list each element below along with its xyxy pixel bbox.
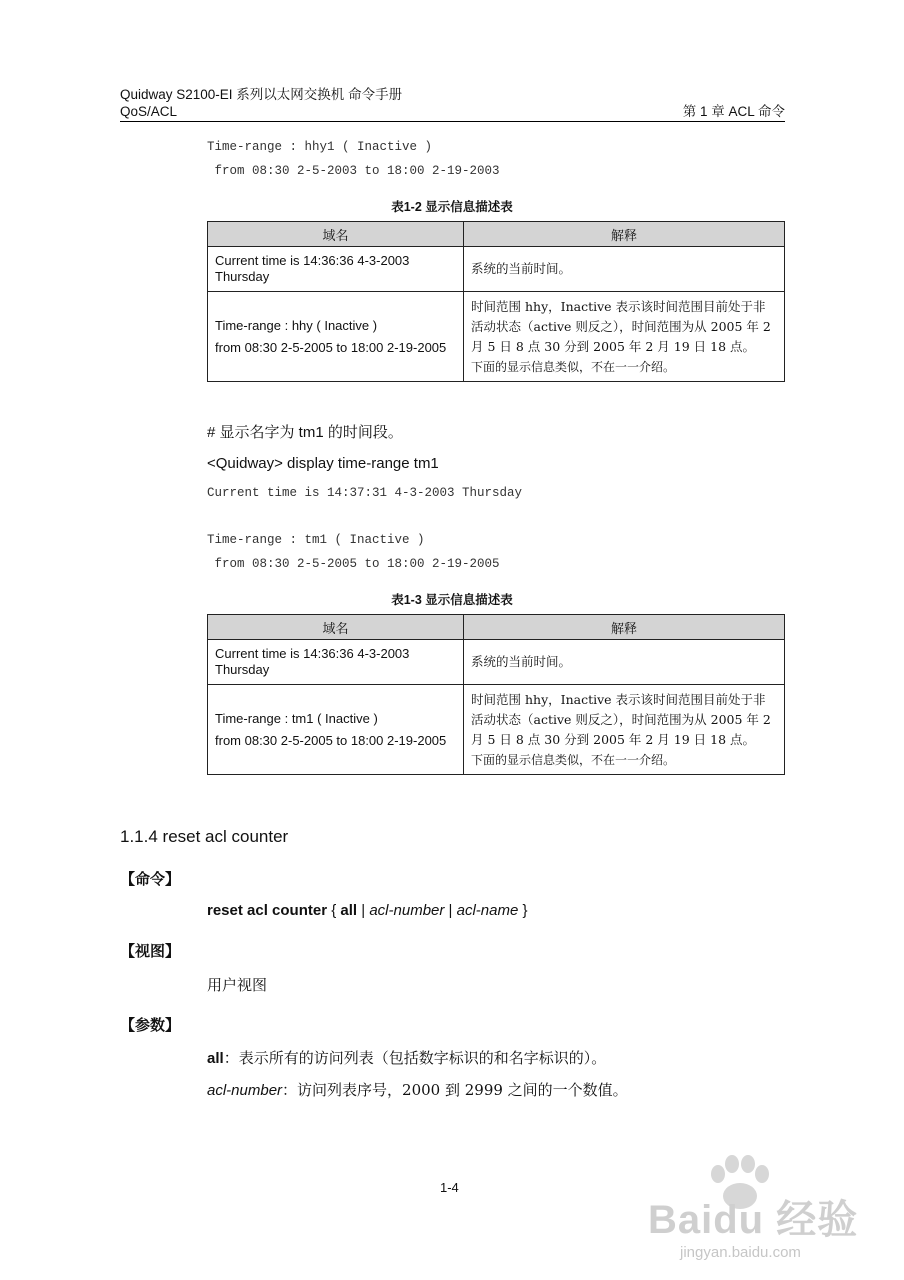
info-table-1-3 <box>207 614 785 775</box>
syntax-sep: | <box>357 902 370 919</box>
info-table-1-2 <box>207 221 785 382</box>
param-label: 【参数】 <box>120 1017 181 1034</box>
command-label: 【命令】 <box>120 871 181 888</box>
chapter-title: 第 1 章 ACL 命令 <box>682 104 785 119</box>
desc-note: 下面的显示信息类似，不在一一介绍。 <box>471 752 676 767</box>
doc-title: Quidway S2100-EI 系列以太网交换机 命令手册 <box>120 87 403 102</box>
table-header-row <box>208 615 785 640</box>
desc-text: 时间范围 hhy，Inactive 表示该时间范围目前处于非活动状态（active 则反之），时间范围为从 2005 年 2 月 5 日 8 点 30 分到 2005 年 2 月 19 日 18 点。 <box>471 691 771 747</box>
desc-cell: 系统的当前时间。 <box>464 640 785 685</box>
view-label: 【视图】 <box>120 943 181 960</box>
desc-note: 下面的显示信息类似，不在一一介绍。 <box>471 359 676 374</box>
syntax-acl-name: acl-name <box>456 902 519 919</box>
param-acl-number <box>207 1079 628 1100</box>
table-row <box>208 292 785 382</box>
watermark <box>640 1152 890 1272</box>
table-row <box>208 640 785 685</box>
syntax-all: all <box>340 902 358 919</box>
view-value: 用户视图 <box>207 976 268 994</box>
watermark-url: jingyan.baidu.com <box>680 1244 801 1261</box>
code-line: from 08:30 2-5-2005 to 18:00 2-19-2005 <box>207 557 500 571</box>
page-number: 1-4 <box>440 1180 459 1195</box>
table-caption: 表1-3 显示信息描述表 <box>391 593 513 607</box>
field-cell: Current time is 14:36:36 4-3-2003 Thursday <box>208 247 464 292</box>
code-line: Time-range : hhy1 ( Inactive ) <box>207 140 433 154</box>
field-line: from 08:30 2-5-2005 to 18:00 2-19-2005 <box>215 339 447 355</box>
syntax-brace: { <box>327 902 341 919</box>
col-header-field: 域名 <box>208 222 464 247</box>
command-keyword: reset acl counter <box>207 902 328 919</box>
param-name: all <box>207 1050 224 1067</box>
desc-text: 时间范围 hhy，Inactive 表示该时间范围目前处于非活动状态（active 则反之），时间范围为从 2005 年 2 月 5 日 8 点 30 分到 2005 年 2 月 19 日 18 点。 <box>471 298 771 354</box>
example-comment: # 显示名字为 tm1 的时间段。 <box>207 424 403 441</box>
command-syntax <box>207 902 528 919</box>
table-row <box>208 685 785 775</box>
header-rule <box>120 121 785 122</box>
field-line: Time-range : tm1 ( Inactive ) <box>215 710 378 726</box>
param-desc: ：表示所有的访问列表（包括数字标识的和名字标识的）。 <box>223 1049 607 1067</box>
example-command: <Quidway> display time-range tm1 <box>207 455 439 472</box>
param-name: acl-number <box>207 1082 283 1099</box>
syntax-acl-number: acl-number <box>369 902 445 919</box>
code-line: Time-range : tm1 ( Inactive ) <box>207 533 425 547</box>
param-desc: ：访问列表序号，2000 到 2999 之间的一个数值。 <box>282 1081 628 1099</box>
desc-cell <box>464 292 785 382</box>
desc-cell <box>464 685 785 775</box>
syntax-sep: | <box>444 902 457 919</box>
desc-cell: 系统的当前时间。 <box>464 247 785 292</box>
field-line: from 08:30 2-5-2005 to 18:00 2-19-2005 <box>215 732 447 748</box>
watermark-brand: Baidu 经验 <box>648 1198 859 1242</box>
table-row <box>208 247 785 292</box>
table-header-row <box>208 222 785 247</box>
code-line: from 08:30 2-5-2003 to 18:00 2-19-2003 <box>207 164 500 178</box>
param-all <box>207 1047 606 1068</box>
syntax-brace: } <box>518 902 528 919</box>
field-cell <box>208 292 464 382</box>
field-cell: Current time is 14:36:36 4-3-2003 Thursday <box>208 640 464 685</box>
table-caption: 表1-2 显示信息描述表 <box>391 200 513 214</box>
col-header-desc: 解释 <box>464 615 785 640</box>
col-header-desc: 解释 <box>464 222 785 247</box>
field-cell <box>208 685 464 775</box>
section-heading: 1.1.4 reset acl counter <box>120 827 289 846</box>
doc-subtitle: QoS/ACL <box>120 104 178 119</box>
field-line: Time-range : hhy ( Inactive ) <box>215 317 378 333</box>
col-header-field: 域名 <box>208 615 464 640</box>
code-line: Current time is 14:37:31 4-3-2003 Thursday <box>207 486 523 500</box>
